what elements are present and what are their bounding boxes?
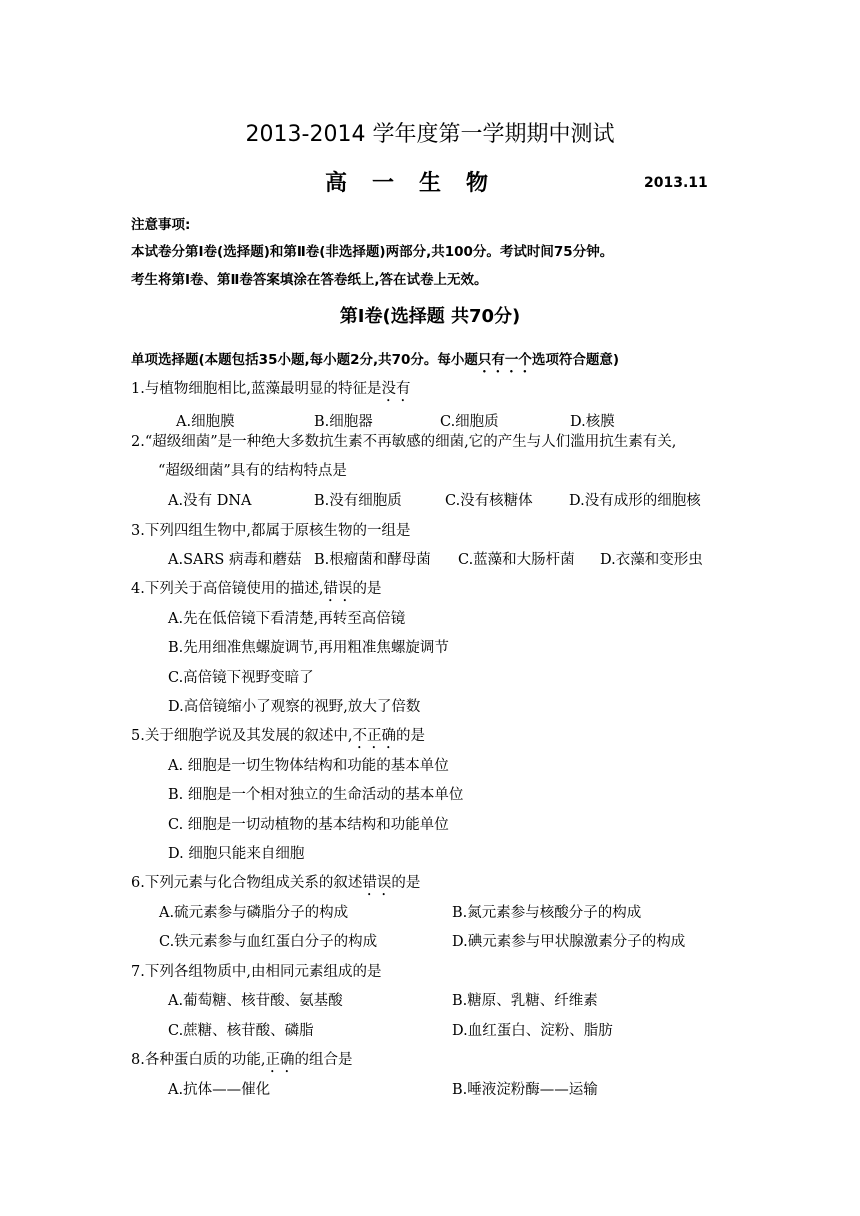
subject-title: 高一生物 bbox=[325, 171, 514, 196]
option-b: B. 细胞是一个相对独立的生命活动的基本单位 bbox=[168, 787, 464, 803]
question-stem bbox=[131, 377, 410, 405]
stem-text: 5.关于细胞学说及其发展的叙述中, bbox=[131, 728, 353, 744]
option-d: D.衣藻和变形虫 bbox=[600, 552, 703, 568]
instruction-tail: 选项符合题意) bbox=[531, 352, 620, 368]
instruction-emphasis: 只有一个 bbox=[477, 352, 532, 368]
option-a: A.细胞膜 bbox=[176, 414, 235, 430]
stem-tail: 的是 bbox=[352, 581, 382, 597]
stem-tail: 的组合是 bbox=[294, 1052, 353, 1068]
stem-tail: 的是 bbox=[395, 728, 425, 744]
option-b: B.氮元素参与核酸分子的构成 bbox=[452, 905, 642, 921]
option-a: A.硫元素参与磷脂分子的构成 bbox=[159, 905, 349, 921]
notice-heading: 注意事项: bbox=[131, 217, 191, 233]
exam-date: 2013.11 bbox=[644, 175, 708, 191]
stem-tail: 的是 bbox=[391, 875, 421, 891]
option-a: A. 细胞是一切生物体结构和功能的基本单位 bbox=[168, 758, 449, 774]
stem-emphasis: 没有 bbox=[381, 381, 411, 397]
option-d: D.血红蛋白、淀粉、脂肪 bbox=[452, 1023, 613, 1039]
option-c: C. 细胞是一切动植物的基本结构和功能单位 bbox=[168, 817, 449, 833]
option-d: D.高倍镜缩小了观察的视野,放大了倍数 bbox=[168, 699, 421, 715]
option-a: A.先在低倍镜下看清楚,再转至高倍镜 bbox=[168, 611, 406, 627]
option-c: C.铁元素参与血红蛋白分子的构成 bbox=[159, 934, 378, 950]
question-stem bbox=[131, 577, 381, 605]
option-c: C.细胞质 bbox=[440, 414, 499, 430]
instruction-text: 单项选择题(本题包括35小题,每小题2分,共70分。每小题 bbox=[131, 352, 478, 368]
section-instruction bbox=[131, 348, 619, 376]
stem-text: 6.下列元素与化合物组成关系的叙述 bbox=[131, 875, 363, 891]
option-b: B.先用细准焦螺旋调节,再用粗准焦螺旋调节 bbox=[168, 640, 449, 656]
stem-emphasis: 正确 bbox=[265, 1052, 295, 1068]
option-d: D. 细胞只能来自细胞 bbox=[168, 846, 305, 862]
question-stem bbox=[131, 1048, 352, 1076]
section-heading: 第Ⅰ卷(选择题 共70分) bbox=[339, 306, 521, 327]
exam-title: 2013-2014 学年度第一学期期中测试 bbox=[245, 122, 615, 147]
stem-text: 4.下列关于高倍镜使用的描述, bbox=[131, 581, 324, 597]
question-stem bbox=[131, 724, 425, 752]
stem-emphasis: 错误 bbox=[362, 875, 392, 891]
option-b: B.糖原、乳糖、纤维素 bbox=[452, 993, 598, 1009]
option-b: B.没有细胞质 bbox=[314, 493, 402, 509]
option-d: D.没有成形的细胞核 bbox=[569, 493, 701, 509]
question-stem: 2.“超级细菌”是一种绝大多数抗生素不再敏感的细菌,它的产生与人们滥用抗生素有关, bbox=[131, 434, 677, 450]
stem-emphasis: 错误 bbox=[323, 581, 353, 597]
option-a: A.葡萄糖、核苷酸、氨基酸 bbox=[168, 993, 343, 1009]
question-stem-continued: “超级细菌”具有的结构特点是 bbox=[158, 463, 347, 479]
option-c: C.没有核糖体 bbox=[445, 493, 533, 509]
option-a: A.抗体——催化 bbox=[168, 1082, 271, 1098]
option-c: C.高倍镜下视野变暗了 bbox=[168, 670, 314, 686]
stem-emphasis: 不正确 bbox=[352, 728, 396, 744]
option-a: A.没有 DNA bbox=[168, 493, 252, 509]
stem-text: 1.与植物细胞相比,蓝藻最明显的特征是 bbox=[131, 381, 382, 397]
option-c: C.蓝藻和大肠杆菌 bbox=[458, 552, 575, 568]
question-stem bbox=[131, 871, 420, 899]
option-a: A.SARS 病毒和蘑菇 bbox=[168, 552, 302, 568]
notice-line-2: 考生将第Ⅰ卷、第Ⅱ卷答案填涂在答卷纸上,答在试卷上无效。 bbox=[131, 272, 488, 288]
option-b: B.唾液淀粉酶——运输 bbox=[452, 1082, 598, 1098]
stem-text: 8.各种蛋白质的功能, bbox=[131, 1052, 266, 1068]
question-stem: 7.下列各组物质中,由相同元素组成的是 bbox=[131, 964, 382, 980]
option-d: D.核膜 bbox=[570, 414, 615, 430]
option-b: B.细胞器 bbox=[314, 414, 373, 430]
option-d: D.碘元素参与甲状腺激素分子的构成 bbox=[452, 934, 686, 950]
option-c: C.蔗糖、核苷酸、磷脂 bbox=[168, 1023, 314, 1039]
notice-line-1: 本试卷分第Ⅰ卷(选择题)和第Ⅱ卷(非选择题)两部分,共100分。考试时间75分钟。 bbox=[131, 244, 614, 260]
option-b: B.根瘤菌和酵母菌 bbox=[314, 552, 431, 568]
question-stem: 3.下列四组生物中,都属于原核生物的一组是 bbox=[131, 523, 411, 539]
